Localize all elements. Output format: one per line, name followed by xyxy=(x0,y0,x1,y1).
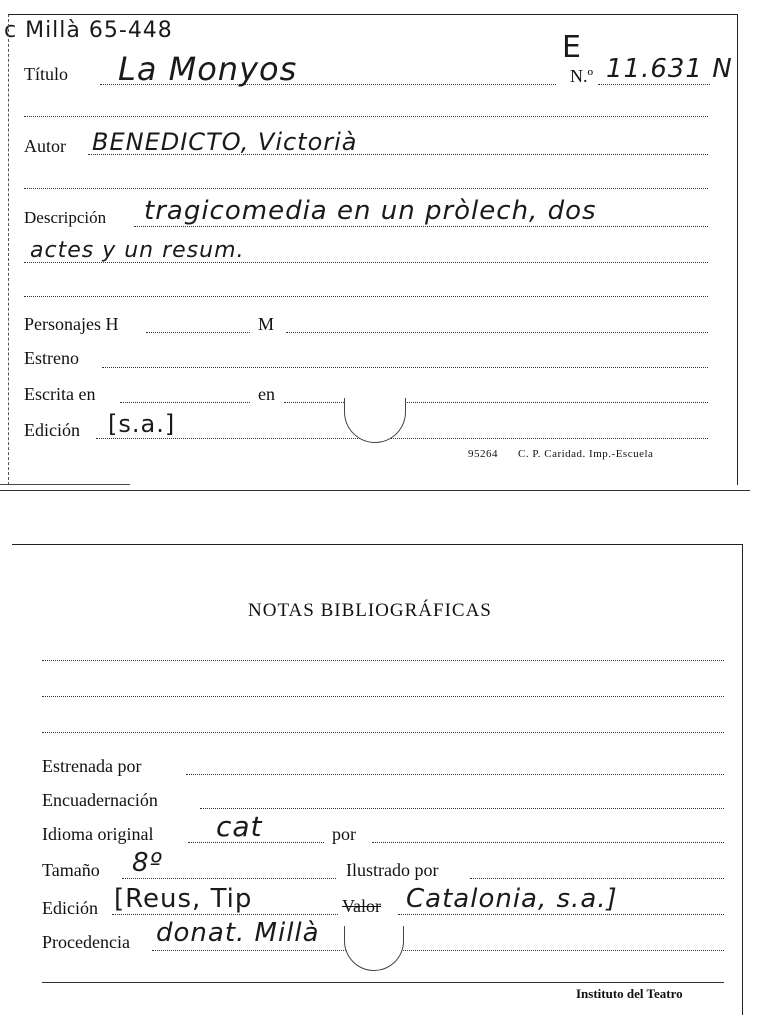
edicion-label: Edición xyxy=(24,420,80,440)
autor-label: Autor xyxy=(24,136,66,156)
personajes-m-line xyxy=(286,332,708,333)
edicion2-label: Edición xyxy=(42,898,98,918)
edicion-value: [s.a.] xyxy=(108,410,176,438)
idioma-por-label: por xyxy=(332,824,356,844)
personajes-h-line xyxy=(146,332,250,333)
notas-line-3 xyxy=(42,732,724,733)
notas-line-2 xyxy=(42,696,724,697)
e-mark: E xyxy=(562,30,582,65)
encuadernacion-label: Encuadernación xyxy=(42,790,158,810)
procedencia-line xyxy=(152,950,724,951)
descripcion-line2: actes y un resum. xyxy=(30,238,245,263)
tamano-value: 8º xyxy=(132,848,163,878)
idioma-value: cat xyxy=(216,810,263,843)
encuadernacion-line xyxy=(200,808,724,809)
autor-value: BENEDICTO, Victorià xyxy=(92,128,358,156)
titulo-value: La Monyos xyxy=(118,50,298,88)
escrita-label: Escrita en xyxy=(24,384,96,404)
notas-bottom-line xyxy=(42,982,724,983)
edicion2-value-a: [Reus, Tip xyxy=(114,884,253,914)
estrenada-line xyxy=(186,774,724,775)
numero-label: N.º xyxy=(570,66,594,86)
idioma-por-line xyxy=(372,842,724,843)
ilustrado-line xyxy=(470,878,724,879)
idioma-label: Idioma original xyxy=(42,824,154,844)
personajes-label: Personajes H xyxy=(24,314,119,334)
valor-line xyxy=(398,914,724,915)
edicion2-line xyxy=(112,914,338,915)
numero-value: 11.631 N xyxy=(606,54,733,84)
notas-heading: NOTAS BIBLIOGRÁFICAS xyxy=(248,600,492,621)
estreno-line xyxy=(102,367,708,368)
ilustrado-label: Ilustrado por xyxy=(346,860,439,880)
tamano-label: Tamaño xyxy=(42,860,100,880)
descripcion-line xyxy=(134,226,708,227)
card-edge xyxy=(0,484,130,485)
autor-line-2 xyxy=(24,188,708,189)
procedencia-value: donat. Millà xyxy=(156,918,320,948)
edicion2-value-b: Catalonia, s.a.] xyxy=(406,884,618,914)
titulo-line-2 xyxy=(24,116,708,117)
notas-line-1 xyxy=(42,660,724,661)
escrita-line xyxy=(120,402,250,403)
printer-code: 95264 xyxy=(468,448,498,460)
personajes-m-label: M xyxy=(258,314,275,334)
estrenada-label: Estrenada por xyxy=(42,756,142,776)
numero-line xyxy=(598,84,710,85)
estreno-label: Estreno xyxy=(24,348,79,368)
procedencia-label: Procedencia xyxy=(42,932,130,952)
descripcion-line1: tragicomedia en un pròlech, dos xyxy=(144,196,597,226)
descripcion-label: Descripción xyxy=(24,208,107,227)
archive-note: c Millà 65-448 xyxy=(4,18,173,43)
card-footer: Instituto del Teatro xyxy=(576,986,683,1001)
tamano-line xyxy=(122,878,336,879)
printer-name: C. P. Caridad. Imp.-Escuela xyxy=(518,448,654,460)
titulo-label: Título xyxy=(24,64,68,84)
descripcion-line-3 xyxy=(24,296,708,297)
escrita-en-label: en xyxy=(258,384,275,404)
card-separator xyxy=(0,490,750,491)
edicion-line xyxy=(96,438,708,439)
valor-label: Valor xyxy=(342,896,381,916)
